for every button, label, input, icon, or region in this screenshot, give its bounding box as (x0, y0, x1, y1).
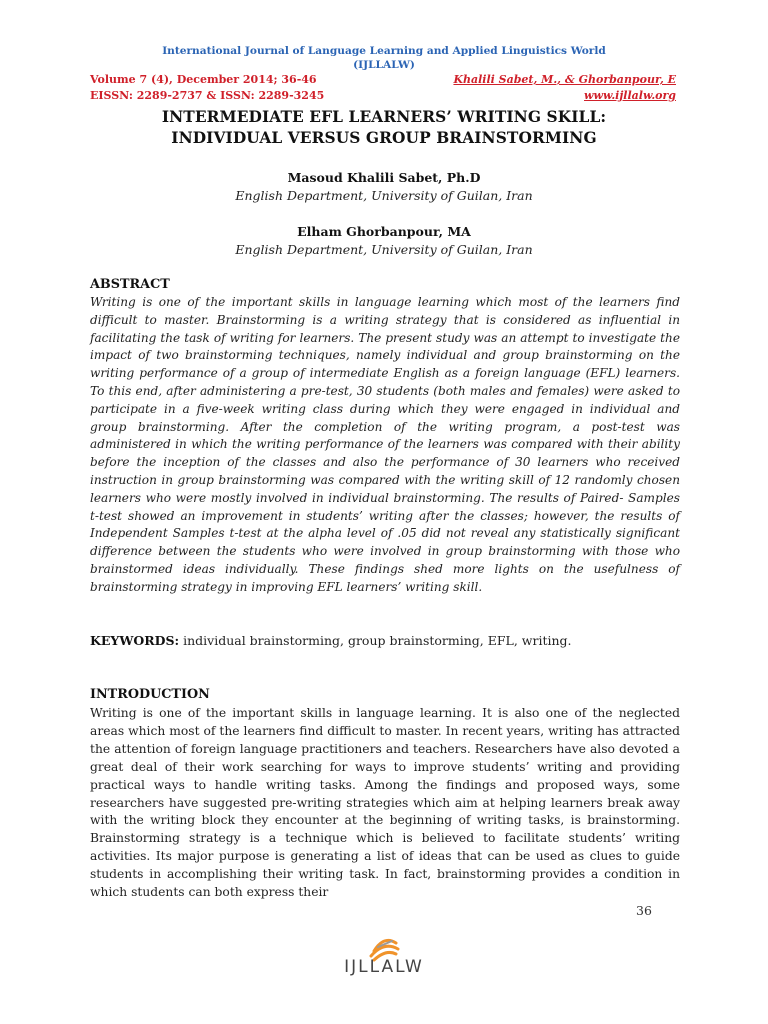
page-number: 36 (636, 903, 652, 918)
introduction-text: Writing is one of the important skills in language learning. It is also one of the neglected areas which most of the learners find difficult to master. In recent years, writing has attracted the attention of foreign language practitioners and teachers. Researchers have also devoted a great deal of their work searching for ways to improve students’ writing and providing practical ways to handle writing tasks. Among the findings and proposed ways, some researchers have suggested pre-writing strategies which aim at helping learners break away with the writing block they encounter at the beginning of writing tasks, is brainstorming. Brainstorming strategy is a technique which is believed to facilitate students’ writing activities. Its major purpose is generating a list of ideas that can be used as clues to guide students in accomplishing their writing task. In fact, brainstorming provides a condition in which students can both express their (90, 706, 680, 900)
abstract-text: Writing is one of the important skills in language learning which most of the learners find difficult to master. Brainstorming is a writing strategy that is considered as influential in facilitating the task of writing for learners. The present study was an attempt to investigate the impact of two brainstorming techniques, namely individual and group brainstorming on the writing performance of a group of intermediate English as a foreign language (EFL) learners. To this end, after administering a pre-test, 30 students (both males and females) were asked to participate in a five-week writing class during which they were engaged in individual and group brainstorming. After the completion of the writing program, a post-test was administered in which the writing performance of the learners was compared with their ability before the inception of the classes and also the performance of 30 learners who received instruction in group brainstorming was compared with the writing skill of 12 randomly chosen learners who were mostly involved in individual brainstorming. The results of Paired- Samples t-test showed an improvement in students’ writing after the classes; however, the results of Independent Samples t-test at the alpha level of .05 did not reveal any statistically significant difference between the students who were involved in group brainstorming with those who brainstormed ideas individually. These findings shed more lights on the usefulness of brainstorming strategy in improving EFL learners’ writing skill. (90, 295, 680, 594)
abstract-heading: ABSTRACT (90, 277, 170, 292)
author-affiliation-1: English Department, University of Guilan, Iran (235, 188, 533, 203)
keywords-text: individual brainstorming, group brainstorming, EFL, writing. (179, 633, 572, 648)
journal-logo-text: IJLLALW (344, 957, 424, 977)
journal-title: International Journal of Language Learning and Applied Linguistics World (162, 45, 606, 57)
authors-short: Khalili Sabet, M., & Ghorbanpour, E (453, 73, 676, 86)
paper-title (0, 107, 768, 149)
keywords (90, 633, 572, 648)
journal-name (0, 44, 768, 72)
introduction-heading: INTRODUCTION (90, 687, 210, 702)
author-name-1: Masoud Khalili Sabet, Ph.D (287, 170, 481, 185)
title-line-2: INDIVIDUAL VERSUS GROUP BRAINSTORMING (171, 129, 597, 147)
website-link[interactable]: www.ijllalw.org (584, 89, 676, 102)
keywords-label: KEYWORDS: (90, 633, 180, 648)
author-name-2: Elham Ghorbanpour, MA (297, 224, 471, 239)
title-line-1: INTERMEDIATE EFL LEARNERS’ WRITING SKILL: (161, 108, 607, 126)
journal-acronym: (IJLLALW) (353, 59, 415, 71)
volume-info: Volume 7 (4), December 2014; 36-46 (90, 73, 317, 86)
author-affiliation-2: English Department, University of Guilan, Iran (235, 242, 533, 257)
issn-info: EISSN: 2289-2737 & ISSN: 2289-3245 (90, 89, 325, 102)
